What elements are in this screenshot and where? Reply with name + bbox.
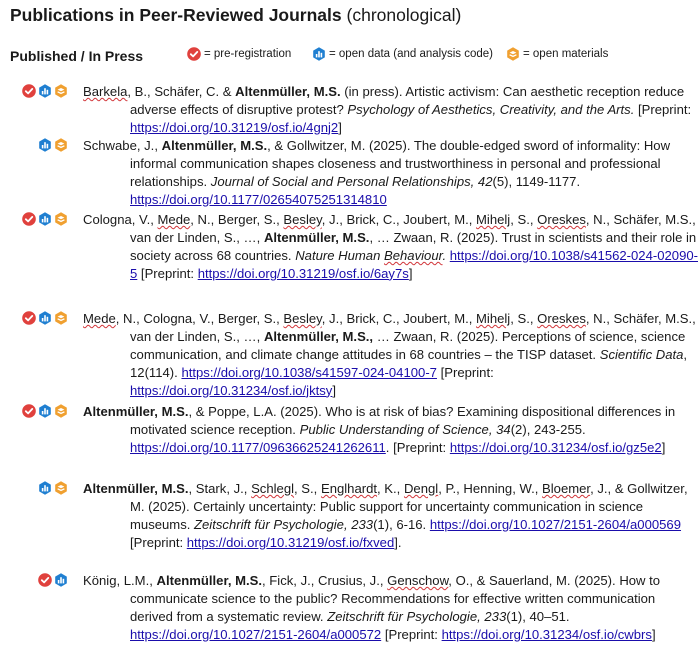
title-text: … Zwaan, R. (2025). Perceptions of science, science communication, and climate change attitudes in 68 countries – the TISP dataset.: [130, 328, 686, 362]
text: ]: [661, 439, 666, 455]
authors: Schwabe, J.,: [83, 138, 162, 153]
citation-text: [83, 211, 698, 283]
journal-name: Public Understanding of Science, 34: [299, 421, 511, 437]
legend-label: = open materials: [523, 48, 609, 60]
title-text: , & Poppe, L.A. (2025). Who is at risk of bias? Examining dispositional differences in motivated science reception.: [130, 404, 676, 437]
authors: , B., Schäfer, C. &: [127, 84, 236, 99]
title-text: , O., & Sauerland, M. (2025). How to communicate science to the public? Recommendations for effective written communication derived from a systematic review.: [130, 573, 661, 624]
highlighted-author: Altenmüller, M.S.: [83, 481, 189, 496]
author: Schlegl: [251, 481, 295, 496]
layers-badge-icon: [54, 404, 68, 418]
author: Oreskes: [537, 311, 586, 326]
text: ]: [332, 382, 336, 398]
badge-group: [22, 84, 68, 98]
chart-badge-icon: [38, 311, 52, 325]
text: (1), 40–51.: [506, 608, 570, 624]
citation-text: [83, 137, 698, 209]
citation-text: [83, 310, 698, 400]
highlighted-author: Altenmüller, M.S.: [156, 573, 263, 588]
authors: König, L.M.,: [83, 573, 157, 588]
doi-link[interactable]: https://doi.org/10.1038/s41562-024-02090-5: [130, 247, 698, 281]
layers-badge-icon: [54, 311, 68, 325]
check-badge-icon: [187, 47, 201, 61]
highlighted-author: Altenmüller, M.S.: [235, 84, 341, 99]
legend-item-preregistration: [187, 47, 291, 61]
check-badge-icon: [38, 573, 52, 587]
highlighted-author: Altenmüller, M.S.,: [263, 328, 374, 344]
badge-group: [22, 311, 68, 325]
title-main: Publications in Peer-Reviewed Journals: [10, 5, 342, 25]
citation-text: [83, 83, 698, 137]
chart-badge-icon: [38, 481, 52, 495]
preprint-link[interactable]: https://doi.org/10.31219/osf.io/6ay7s: [197, 265, 409, 281]
chart-badge-icon: [54, 573, 68, 587]
text: [Preprint:: [634, 101, 692, 117]
layers-badge-icon: [54, 481, 68, 495]
badge-group: [38, 138, 68, 152]
journal-name: Journal of Social and Personal Relationships, 42: [210, 173, 493, 189]
text: , 12(114).: [130, 346, 688, 380]
title-text: (in press). Artistic activism: Can aesthetic reception reduce adverse effects of disruptive protest?: [130, 84, 685, 117]
authors: Cologna, V.,: [83, 212, 158, 227]
page-title: [10, 5, 461, 26]
check-badge-icon: [22, 212, 36, 226]
author: Mede: [157, 212, 191, 227]
title-text: , & Gollwitzer, M. (2025). The double-edged sword of informality: How informal communication shapes closeness and trustworthiness in personal and professional relationships.: [130, 138, 671, 189]
doi-link[interactable]: https://doi.org/10.1177/09636625241262611: [130, 439, 386, 455]
text: [Preprint:: [381, 626, 442, 642]
badge-group: [38, 481, 68, 495]
author: Barkela: [83, 84, 128, 99]
text: ].: [394, 534, 402, 550]
doi-link[interactable]: https://doi.org/10.1038/s41597-024-04100-7: [181, 364, 437, 380]
author: Besley: [283, 212, 322, 227]
layers-badge-icon: [506, 47, 520, 61]
citation-text: [83, 403, 698, 457]
citation-text: [83, 572, 698, 644]
text: ]: [338, 119, 342, 135]
authors: , Fick, J., Crusius, J.,: [262, 573, 388, 588]
text: ]: [651, 626, 656, 642]
legend-item-open-materials: [506, 47, 608, 61]
chart-badge-icon: [38, 404, 52, 418]
author: Besley: [283, 311, 322, 326]
layers-badge-icon: [54, 84, 68, 98]
authors: , J., Brick, C., Joubert, M.,: [321, 311, 477, 326]
journal-name: Nature Human: [295, 247, 384, 263]
preprint-link[interactable]: https://doi.org/10.31219/osf.io/fxved: [186, 534, 395, 550]
chart-badge-icon: [38, 84, 52, 98]
title-text: , … Zwaan, R. (2025). Trust in scientists and their role in society across 68 countries.: [130, 229, 697, 263]
badge-group: [22, 212, 68, 226]
authors: , N., Berger, S.,: [190, 212, 284, 227]
legend-label: = open data (and analysis code): [329, 48, 493, 60]
check-badge-icon: [22, 311, 36, 325]
author: Mede: [83, 311, 116, 326]
text: [Preprint:: [137, 265, 198, 281]
author: Englhardt: [320, 481, 378, 496]
section-heading: Published / In Press: [10, 48, 144, 64]
authors: , N., Schäfer, M.S., van der Linden, S., …,: [130, 212, 696, 245]
author: Genschow: [387, 573, 449, 588]
highlighted-author: Altenmüller, M.S.: [263, 229, 370, 245]
authors: , N., Cologna, V., Berger, S.,: [115, 311, 284, 326]
highlighted-author: Altenmüller, M.S.: [161, 138, 268, 153]
journal-name: Scientific Data: [599, 346, 684, 362]
author: Mihelj: [476, 212, 511, 227]
authors: , S.,: [294, 481, 321, 496]
authors: , P., Henning, W.,: [438, 481, 543, 496]
citation-text: [83, 480, 698, 552]
journal-name: Psychology of Aesthetics, Creativity, and the Arts.: [347, 101, 635, 117]
text: [Preprint:: [436, 364, 494, 380]
authors: , S.,: [510, 212, 538, 227]
doi-link[interactable]: https://doi.org/10.1177/02654075251314810: [130, 191, 387, 207]
layers-badge-icon: [54, 138, 68, 152]
preprint-link[interactable]: https://doi.org/10.31219/osf.io/4gnj2: [130, 119, 339, 135]
title-text: , J., & Gollwitzer, M. (2025). Certainly uncertainty: Public support for uncertainty communication in science museums.: [130, 481, 688, 532]
text: ]: [408, 265, 413, 281]
legend: [10, 47, 655, 67]
chart-badge-icon: [38, 212, 52, 226]
highlighted-author: Altenmüller, M.S.: [83, 404, 189, 419]
text: (5), 1149-1177.: [492, 173, 581, 189]
check-badge-icon: [22, 404, 36, 418]
authors: , S.,: [510, 311, 538, 326]
preprint-link[interactable]: https://doi.org/10.31234/osf.io/jktsy: [130, 382, 333, 398]
text: [Preprint:: [130, 534, 187, 550]
check-badge-icon: [22, 84, 36, 98]
author: Oreskes: [537, 212, 586, 227]
journal-name: Zeitschrift für Psychologie, 233: [327, 608, 507, 624]
text: (2), 243-255.: [510, 421, 586, 437]
journal-name: Behaviour: [384, 247, 443, 263]
text: . [Preprint:: [385, 439, 450, 455]
doi-link[interactable]: https://doi.org/10.1027/2151-2604/a000569: [429, 516, 682, 532]
doi-link[interactable]: https://doi.org/10.1027/2151-2604/a000572: [130, 626, 382, 642]
badge-group: [22, 404, 68, 418]
legend-label: = pre-registration: [204, 48, 292, 60]
legend-item-open-data: [312, 47, 493, 61]
preprint-link[interactable]: https://doi.org/10.31234/osf.io/cwbrs: [441, 626, 652, 642]
authors: , K.,: [377, 481, 404, 496]
journal-name: Zeitschrift für Psychologie, 233: [194, 516, 374, 532]
text: (1), 6-16.: [373, 516, 430, 532]
author: Dengl: [403, 481, 439, 496]
preprint-link[interactable]: https://doi.org/10.31234/osf.io/gz5e2: [449, 439, 662, 455]
author: Mihelj: [476, 311, 511, 326]
authors: , J., Brick, C., Joubert, M.,: [321, 212, 477, 227]
layers-badge-icon: [54, 212, 68, 226]
chart-badge-icon: [38, 138, 52, 152]
title-suffix: (chronological): [341, 5, 462, 25]
authors: , Stark, J.,: [188, 481, 252, 496]
author: Bloemer: [542, 481, 591, 496]
journal-name: .: [442, 247, 447, 263]
chart-badge-icon: [312, 47, 326, 61]
authors: , N., Schäfer, M.S., van der Linden, S., …,: [130, 311, 696, 344]
badge-group: [38, 573, 68, 587]
